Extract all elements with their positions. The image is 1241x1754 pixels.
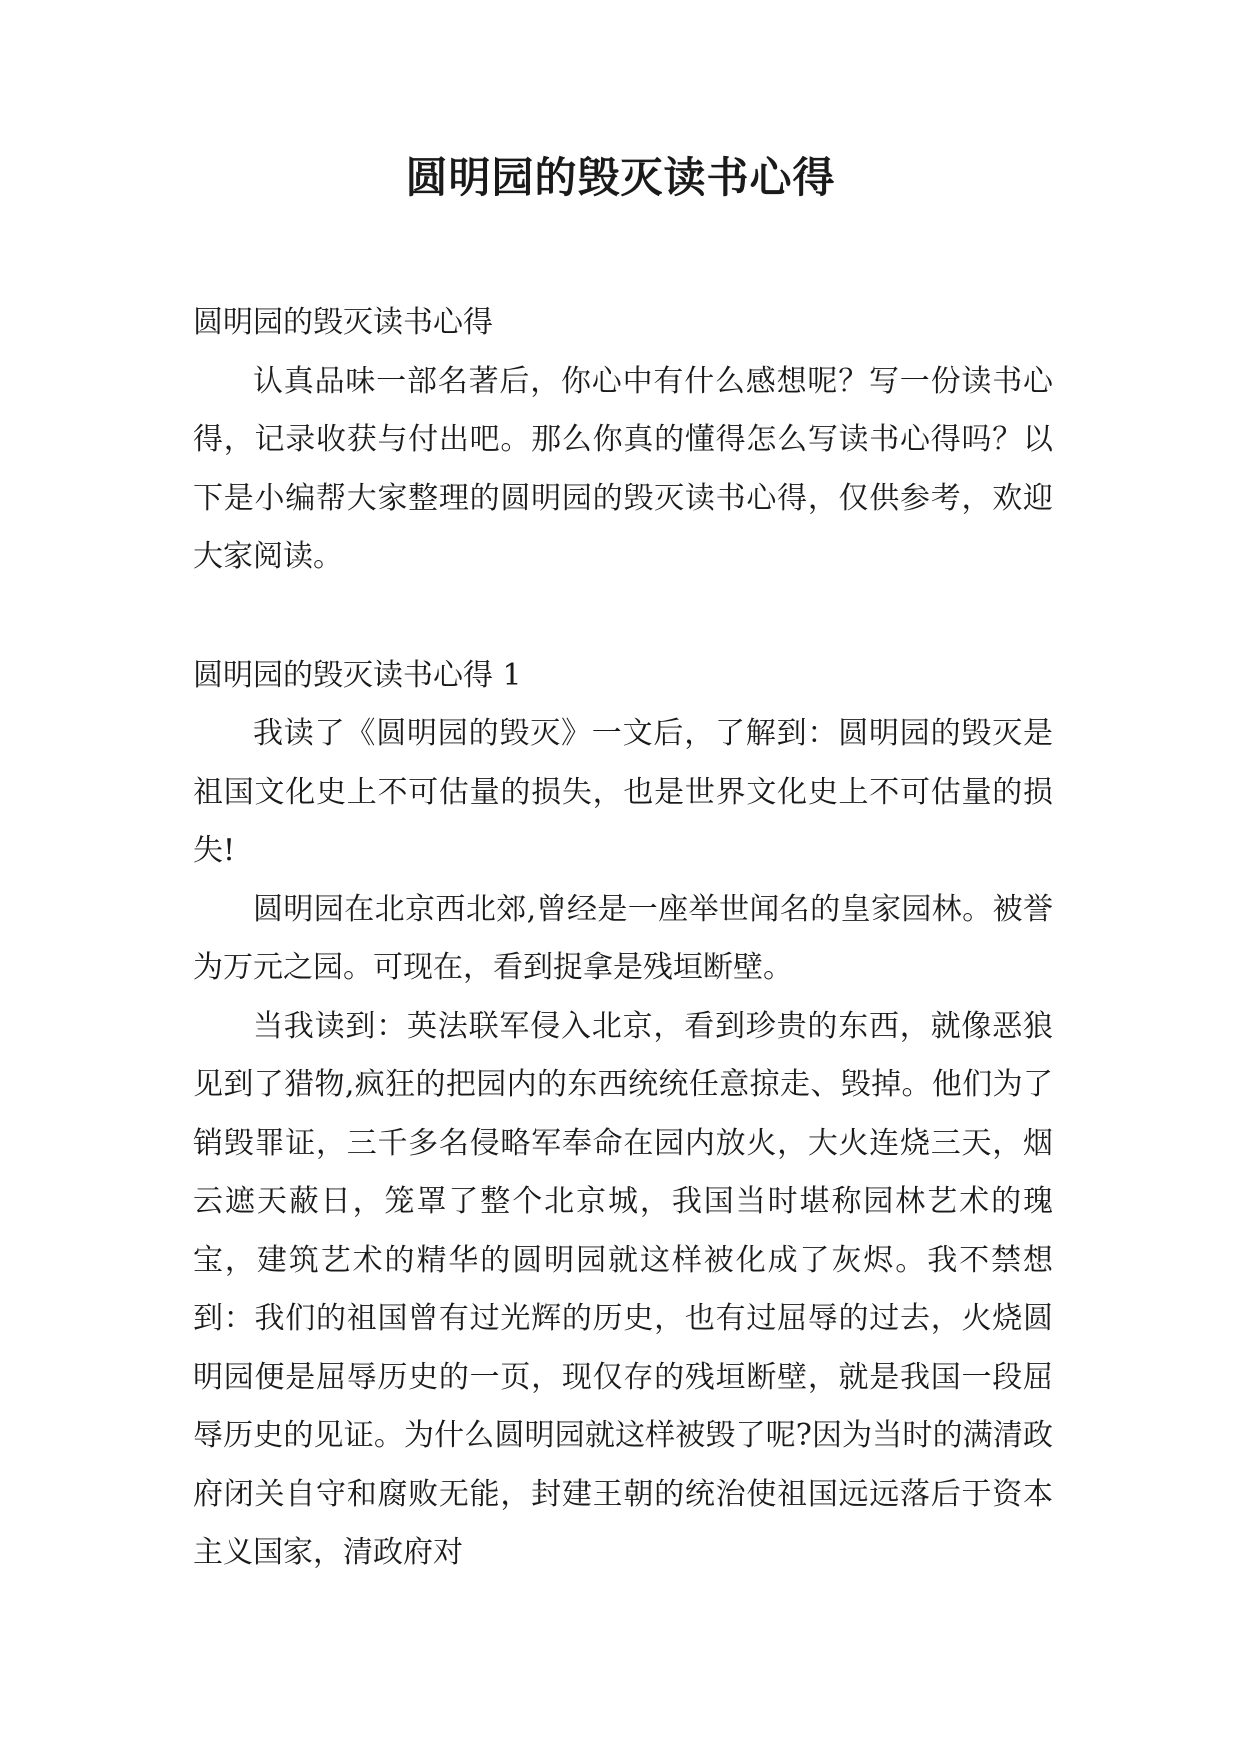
intro-paragraph: 认真品味一部名著后，你心中有什么感想呢？写一份读书心得，记录收获与付出吧。那么你真的懂得怎么写读书心得吗？以下是小编帮大家整理的圆明园的毁灭读书心得，仅供参考，欢迎大家阅读。 [193, 363, 1053, 574]
section-heading: 圆明园的毁灭读书心得 [193, 305, 493, 340]
document-body [193, 294, 1053, 1583]
essay-heading: 圆明园的毁灭读书心得 1 [193, 657, 522, 693]
essay-paragraph-2: 圆明园在北京西北郊,曾经是一座举世闻名的皇家园林。被誉为万元之园。可现在，看到捉拿是残垣断壁。 [193, 891, 1053, 985]
document-title: 圆明园的毁灭读书心得 [405, 153, 836, 202]
essay-paragraph-3: 当我读到：英法联军侵入北京，看到珍贵的东西，就像恶狼见到了猎物,疯狂的把园内的东西统统任意掠走、毁掉。他们为了销毁罪证，三千多名侵略军奉命在园内放火，大火连烧三天，烟云遮天蔽日，笼罩了整个北京城，我国当时堪称园林艺术的瑰宝，建筑艺术的精华的圆明园就这样被化成了灰烬。我不禁想到：我们的祖国曾有过光辉的历史，也有过屈辱的过去，火烧圆明园便是屈辱历史的一页，现仅存的残垣断壁，就是我国一段屈辱历史的见证。为什么圆明园就这样被毁了呢?因为当时的满清政府闭关自守和腐败无能，封建王朝的统治使祖国远远落后于资本主义国家，清政府对 [193, 1008, 1053, 1570]
paragraph-gap [193, 587, 1053, 647]
essay-paragraph-1: 我读了《圆明园的毁灭》一文后，了解到：圆明园的毁灭是祖国文化史上不可估量的损失，也是世界文化史上不可估量的损失! [193, 716, 1053, 868]
